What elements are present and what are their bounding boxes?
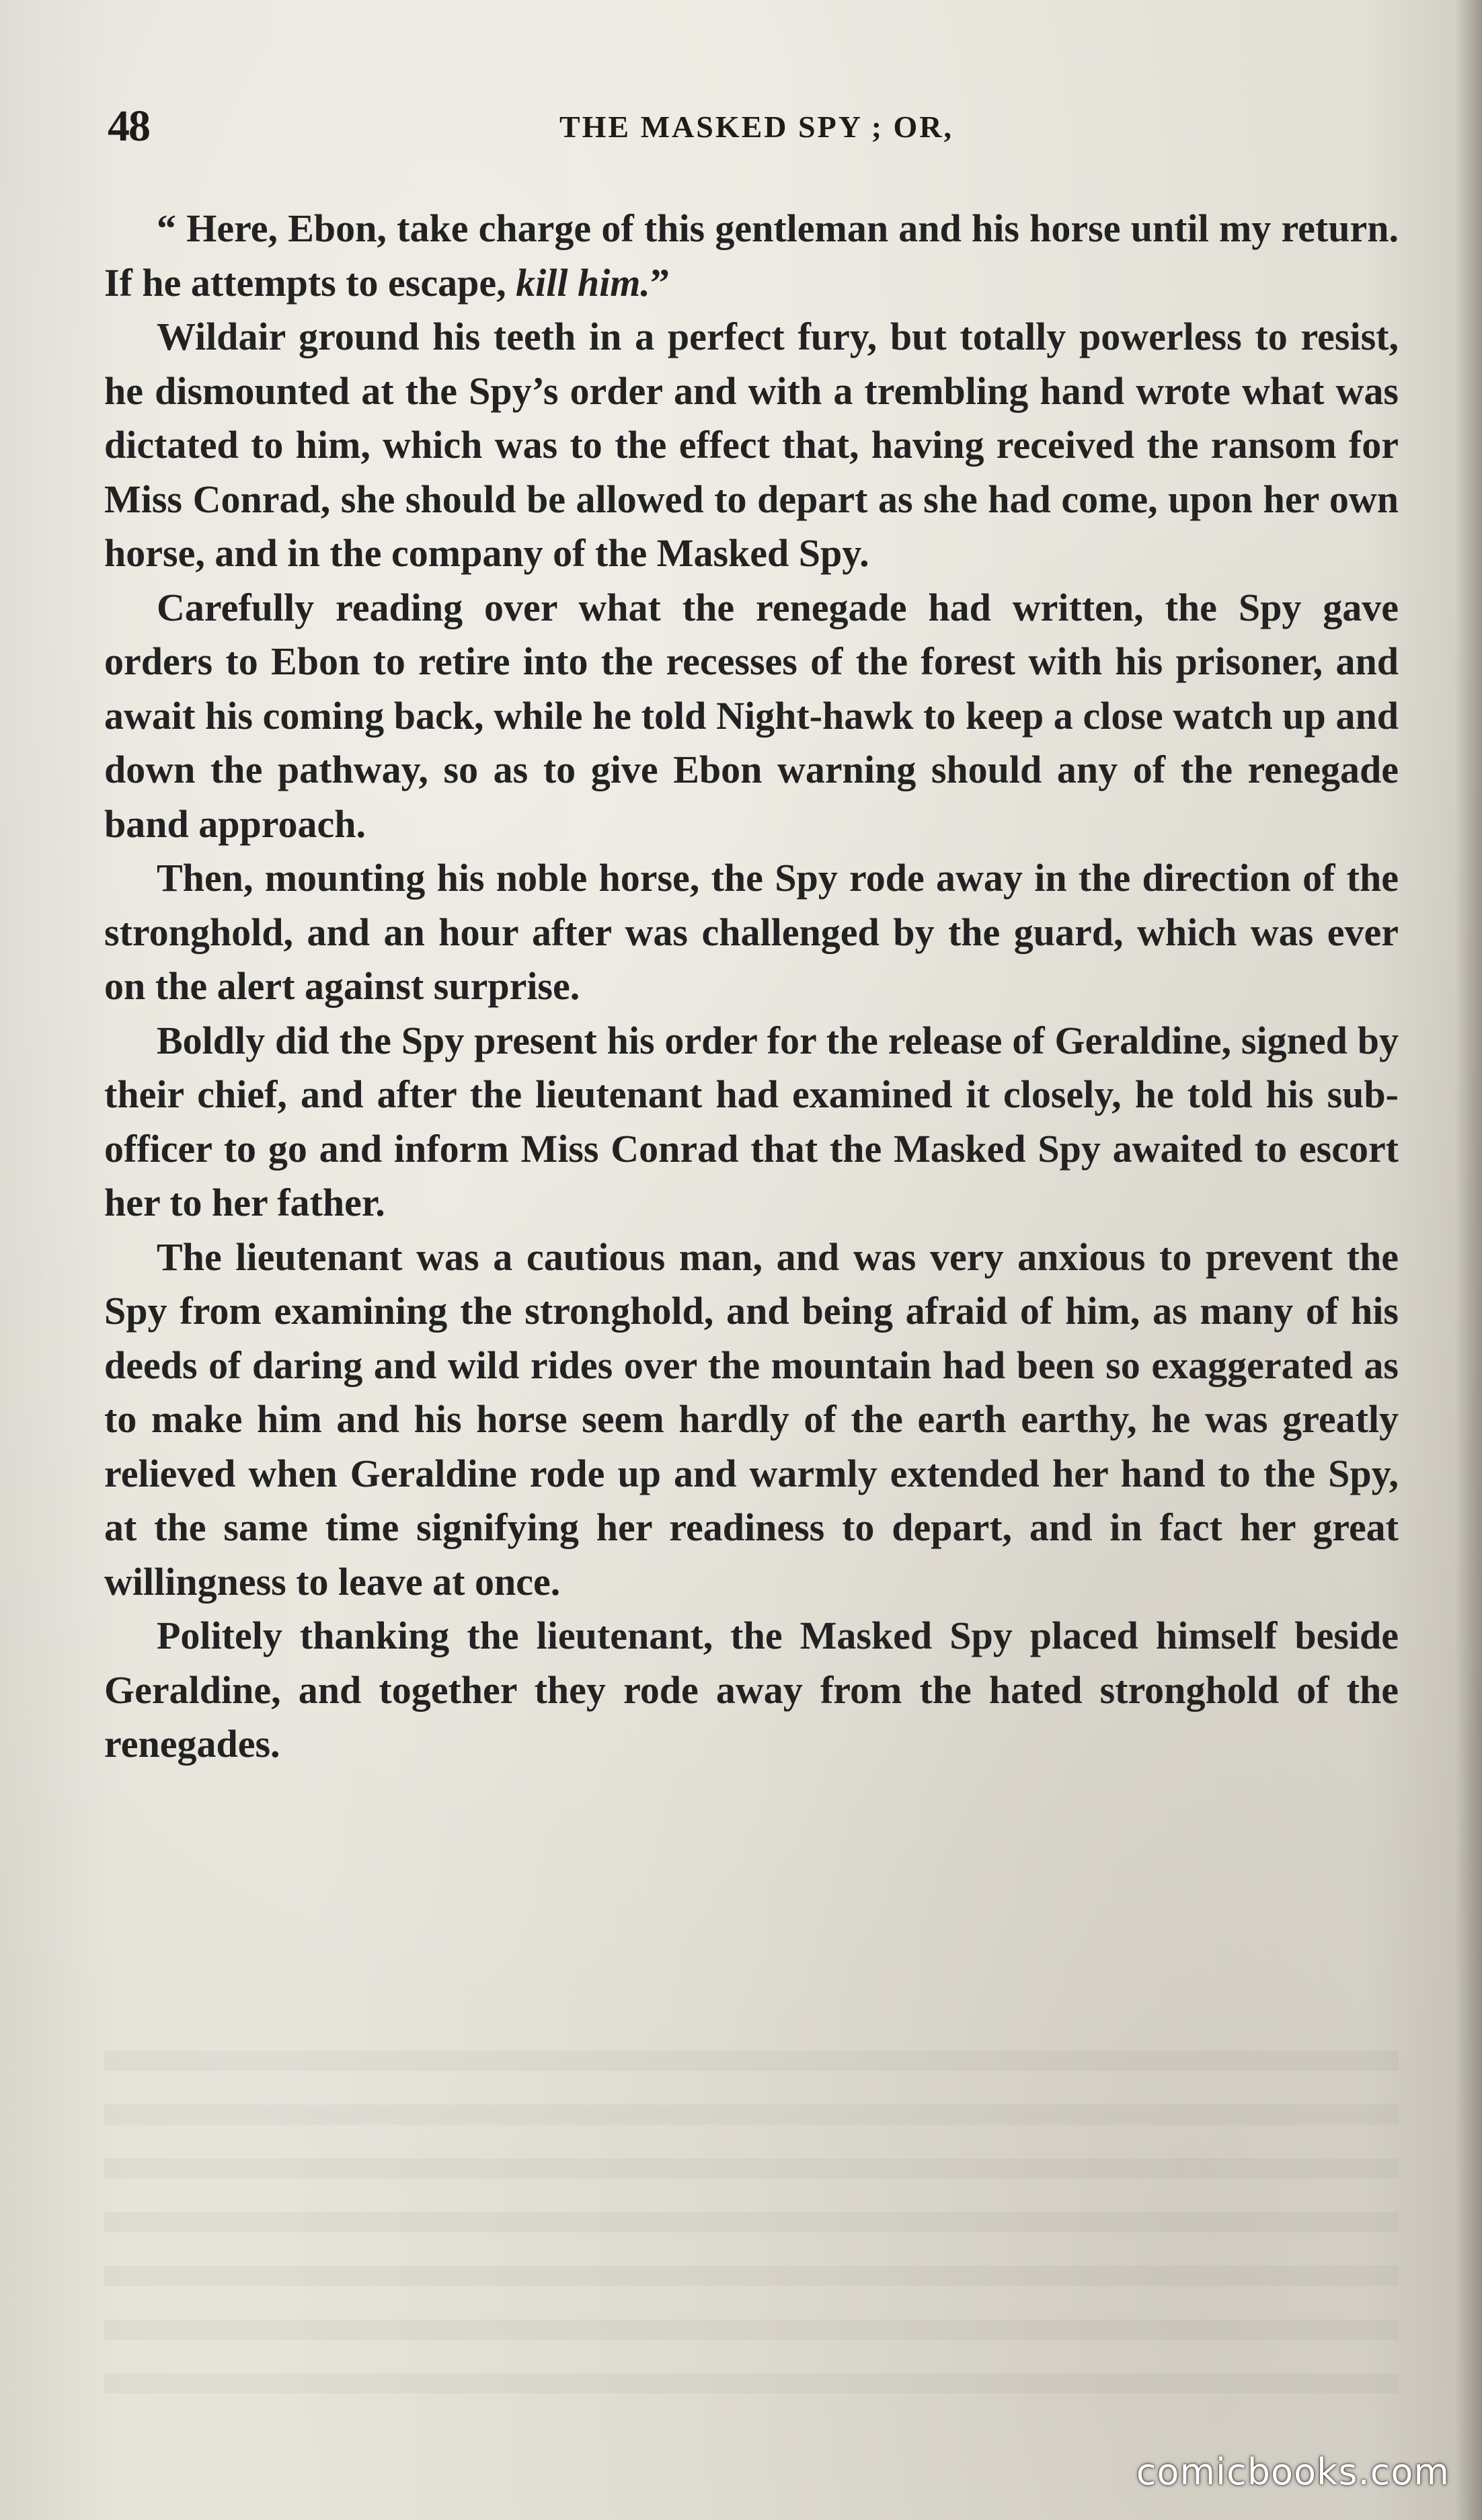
paragraph: Wildair ground his teeth in a perfect fury, but totally powerless to resist, he dismounted at the Spy’s order and with a trembling hand wrote what was dictated to him, which was to the effect that, having received the ransom for Miss Conrad, she should be allowed to depart as she had come, upon her own horse, and in the company of the Masked Spy.	[104, 315, 1399, 575]
running-head: THE MASKED SPY ; OR,	[559, 110, 954, 144]
bleed-through-area	[104, 2051, 1399, 2427]
page-edge-shadow	[1455, 0, 1482, 2520]
paragraph: Carefully reading over what the renegade had written, the Spy gave orders to Ebon to retire into the recesses of the forest with his prisoner, and await his coming back, while he told Night-hawk to keep a close watch up and down the pathway, so as to give Ebon warning should any of the renegade band approach.	[104, 585, 1399, 846]
emphasis-text: kill him.	[516, 260, 650, 305]
paragraph: The lieutenant was a cautious man, and was very anxious to prevent the Spy from examining the stronghold, and being afraid of him, as many of his deeds of daring and wild rides over the mountain had been so exaggerated as to make him and his horse seem hardly of the earth earthy, he was greatly relieved when Geraldine rode up and warmly extended her hand to the Spy, at the same time signifying her readiness to depart, and in fact her great willingness to leave at once.	[104, 1234, 1399, 1604]
paragraph: Then, mounting his noble horse, the Spy rode away in the direction of the stronghold, and an hour after was challenged by the guard, which was ever on the alert against surprise.	[104, 856, 1399, 1008]
body-text	[104, 202, 1399, 1772]
watermark: comicbooks.com	[1136, 2451, 1450, 2493]
paragraph: “ Here, Ebon, take charge of this gentleman and his horse until my return. If he attempts to escape, kill him.”	[104, 206, 1399, 305]
page-header	[108, 101, 1405, 161]
page-number: 48	[108, 102, 149, 151]
paragraph: Boldly did the Spy present his order for the release of Geraldine, signed by their chief, and after the lieutenant had examined it closely, he told his sub-officer to go and inform Miss Conrad that the Masked Spy awaited to escort her to her father.	[104, 1018, 1399, 1224]
paragraph: Politely thanking the lieutenant, the Masked Spy placed himself beside Geraldine, and together they rode away from the hated stronghold of the renegades.	[104, 1614, 1399, 1766]
